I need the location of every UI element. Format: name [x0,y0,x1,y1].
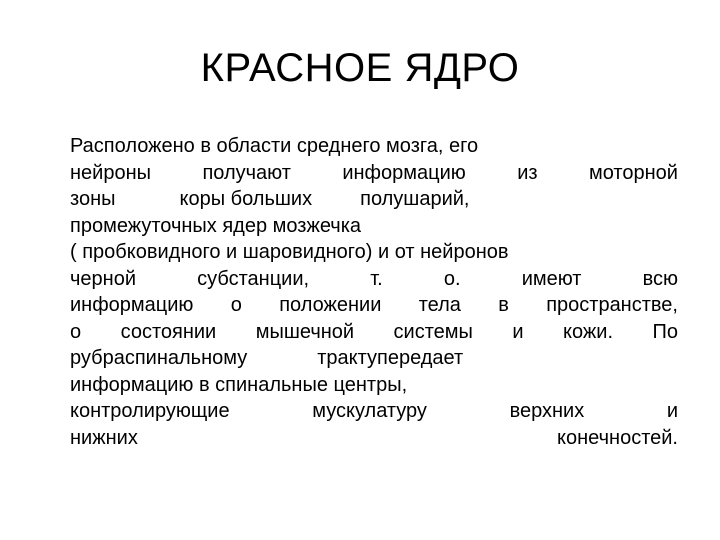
text-segment: ( пробковидного и шаровидного) и от нейронов [70,241,509,263]
text-segment: имеют [521,267,582,290]
text-segment: всю [642,267,678,290]
text-segment: тела [418,294,461,316]
slide-body-text [70,133,678,451]
text-line [70,319,678,346]
text-segment: мышечной [255,320,355,343]
text-line [70,345,678,372]
text-segment: рубраспинальному [70,347,248,369]
text-segment: черной [70,267,137,290]
text-segment: мускулатуру [312,400,427,422]
text-segment: кожи. [563,320,613,343]
text-segment: По [652,320,678,343]
text-segment: информацию в спинальные центры, [70,373,408,396]
text-segment: информацию [70,294,194,316]
text-segment: т. [370,267,383,290]
text-line [70,266,678,293]
text-segment: в [498,294,509,316]
text-line [70,425,678,452]
text-line [70,239,678,266]
text-segment: из [517,161,538,184]
text-line [70,133,678,160]
text-segment: информацию [342,161,466,184]
text-line [70,398,678,425]
slide-title: КРАСНОЕ ЯДРО [200,46,520,90]
text-segment: моторной [588,161,678,184]
text-segment: получают [202,161,291,184]
text-segment: и [512,320,524,343]
text-segment: о [70,320,82,343]
text-line [70,292,678,319]
text-segment: пространстве, [546,294,678,316]
text-segment: конечностей. [557,426,678,449]
text-segment: верхних [509,400,585,422]
text-segment: Расположено в области среднего мозга, его [70,135,479,157]
text-segment: контролирующие [70,400,230,422]
text-line [70,372,678,399]
text-segment: о. [443,267,461,290]
text-segment: нейроны [70,161,152,184]
text-segment: положении [279,294,382,316]
text-segment: нижних [70,426,138,449]
text-segment: полушарий, [360,188,470,210]
text-segment: и [666,400,678,422]
text-segment: системы [393,320,473,343]
text-segment: коры больших [179,188,313,210]
text-segment: состоянии [120,320,217,343]
text-segment: трактупередает [317,347,464,369]
text-line [70,160,678,187]
text-segment: субстанции, [197,267,310,290]
text-segment: зоны [70,188,116,210]
text-line [70,213,678,240]
text-line [70,186,678,213]
text-segment: о [230,294,242,316]
text-segment: промежуточных ядер мозжечка [70,214,362,237]
